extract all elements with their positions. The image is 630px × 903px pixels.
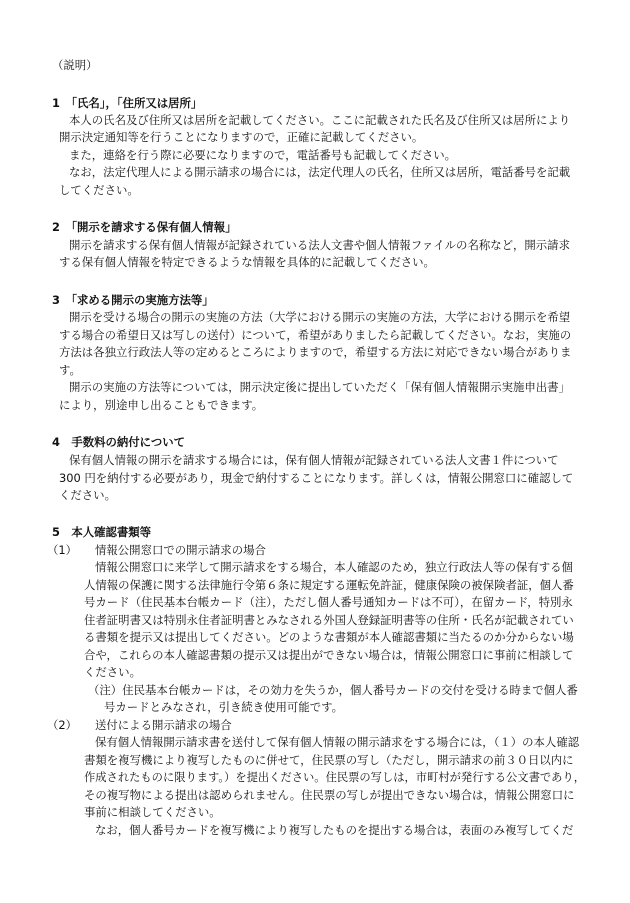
subsection-2-line: なお，個人番号カードを複写機により複写したものを提出する場合は，表面のみ複写してくだ [95, 823, 574, 837]
subsection-2-number: （2） [47, 718, 78, 732]
subsection-2-title: 送付による開示請求の場合 [95, 718, 232, 732]
section-4-line: ください。 [59, 488, 116, 502]
section-4-line: 保有個人情報の開示を請求する場合には，保有個人情報が記録されている法人文書１件について [69, 453, 559, 467]
explanation-heading: （説明） [52, 58, 98, 72]
subsection-1-line: る書類を提示又は提出してください。どのような書類が本人確認書類に当たるのか分からない場 [84, 630, 574, 644]
section-3-title: 3 「求める開示の実施方法等」 [52, 293, 214, 307]
subsection-1-line: 住者証明書又は特別永住者証明書とみなされる外国人登録証明書等の住所・氏名が記載されてい [84, 613, 574, 627]
section-1-line: また，連絡を行う際に必要になりますので，電話番号も記載してください。 [69, 148, 457, 162]
subsection-1-line: 情報公開窓口に来学して開示請求をする場合，本人確認のため，独立行政法人等の保有する個 [95, 560, 573, 574]
section-5-title: 5 本人確認書類等 [52, 525, 152, 539]
section-3-line: 開示を受ける場合の開示の実施の方法（大学における開示の実施の方法，大学における開示を希望 [69, 310, 571, 324]
section-1-line: 本人の氏名及び住所又は居所を記載してください。ここに記載された氏名及び住所又は居所により [69, 113, 571, 127]
section-4-title: 4 手数料の納付について [52, 435, 185, 449]
subsection-2-line: その複写物による提出は認められません。住民票の写しが提出できない場合は，情報公開窓口に [84, 788, 575, 802]
section-1-line: してください。 [59, 183, 139, 197]
section-2-line: 開示を請求する保有個人情報が記録されている法人文書や個人情報ファイルの名称など，開示請求 [69, 238, 570, 252]
section-3-line: す。 [59, 363, 81, 377]
subsection-1-title: 情報公開窓口での開示請求の場合 [95, 543, 266, 557]
subsection-2-line: 事前に相談してください。 [84, 805, 221, 819]
subsection-1-number: （1） [47, 543, 78, 557]
subsection-2-line: 保有個人情報開示請求書を送付して保有個人情報の開示請求をする場合には，（１）の本人確認 [95, 735, 580, 749]
subsection-1-line: 号カード（住民基本台帳カード（注），ただし個人番号通知カードは不可），在留カード，特別永 [84, 595, 573, 609]
section-1-line: なお，法定代理人による開示請求の場合には，法定代理人の氏名，住所又は居所，電話番号を記載 [69, 165, 571, 179]
section-3-line: により，別途申し出ることもできます。 [59, 398, 264, 412]
section-3-line: する場合の希望日又は写しの送付）について，希望がありましたら記載してください。なお，実施の [59, 328, 572, 342]
subsection-1-line: 合や，これらの本人確認書類の提示又は提出ができない場合は，情報公開窓口に事前に相談して [84, 648, 574, 662]
section-3-line: 開示の実施の方法等については，開示決定後に提出していただく「保有個人情報開示実施申出書」 [69, 380, 570, 394]
section-4-line: 300 円を納付する必要があり，現金で納付することになります。詳しくは，情報公開窓口に確認して [59, 471, 574, 485]
subsection-2-line: 作成されたものに限ります。）を提出ください。住民票の写しは，市町村が発行する公文書であり， [84, 770, 585, 784]
section-1-line: 開示決定通知等を行うことになりますので，正確に記載してください。 [59, 130, 424, 144]
subsection-1-line: 人情報の保護に関する法律施行令第６条に規定する運転免許証，健康保険の被保険者証，個人番 [84, 578, 574, 592]
section-2-title: 2 「開示を請求する保有個人情報」 [52, 220, 237, 234]
note-line: 号カードとみなされ，引き続き使用可能です。 [104, 700, 343, 714]
subsection-1-line: ください。 [84, 665, 141, 679]
subsection-2-line: 書類を複写機により複写したものに併せて，住民票の写し（ただし，開示請求の前３０日以内に [84, 753, 574, 767]
section-1-title: 1 「氏名」，「住所又は居所」 [52, 96, 203, 110]
section-3-line: 方法は各独立行政法人等の定めるところによりますので，希望する方法に対応できない場合がありま [59, 345, 572, 359]
note-line: （注）住民基本台帳カードは，その効力を失うか，個人番号カードの交付を受ける時まで個人番 [88, 683, 578, 697]
section-2-line: する保有個人情報を特定できるような情報を具体的に記載してください。 [59, 255, 435, 269]
